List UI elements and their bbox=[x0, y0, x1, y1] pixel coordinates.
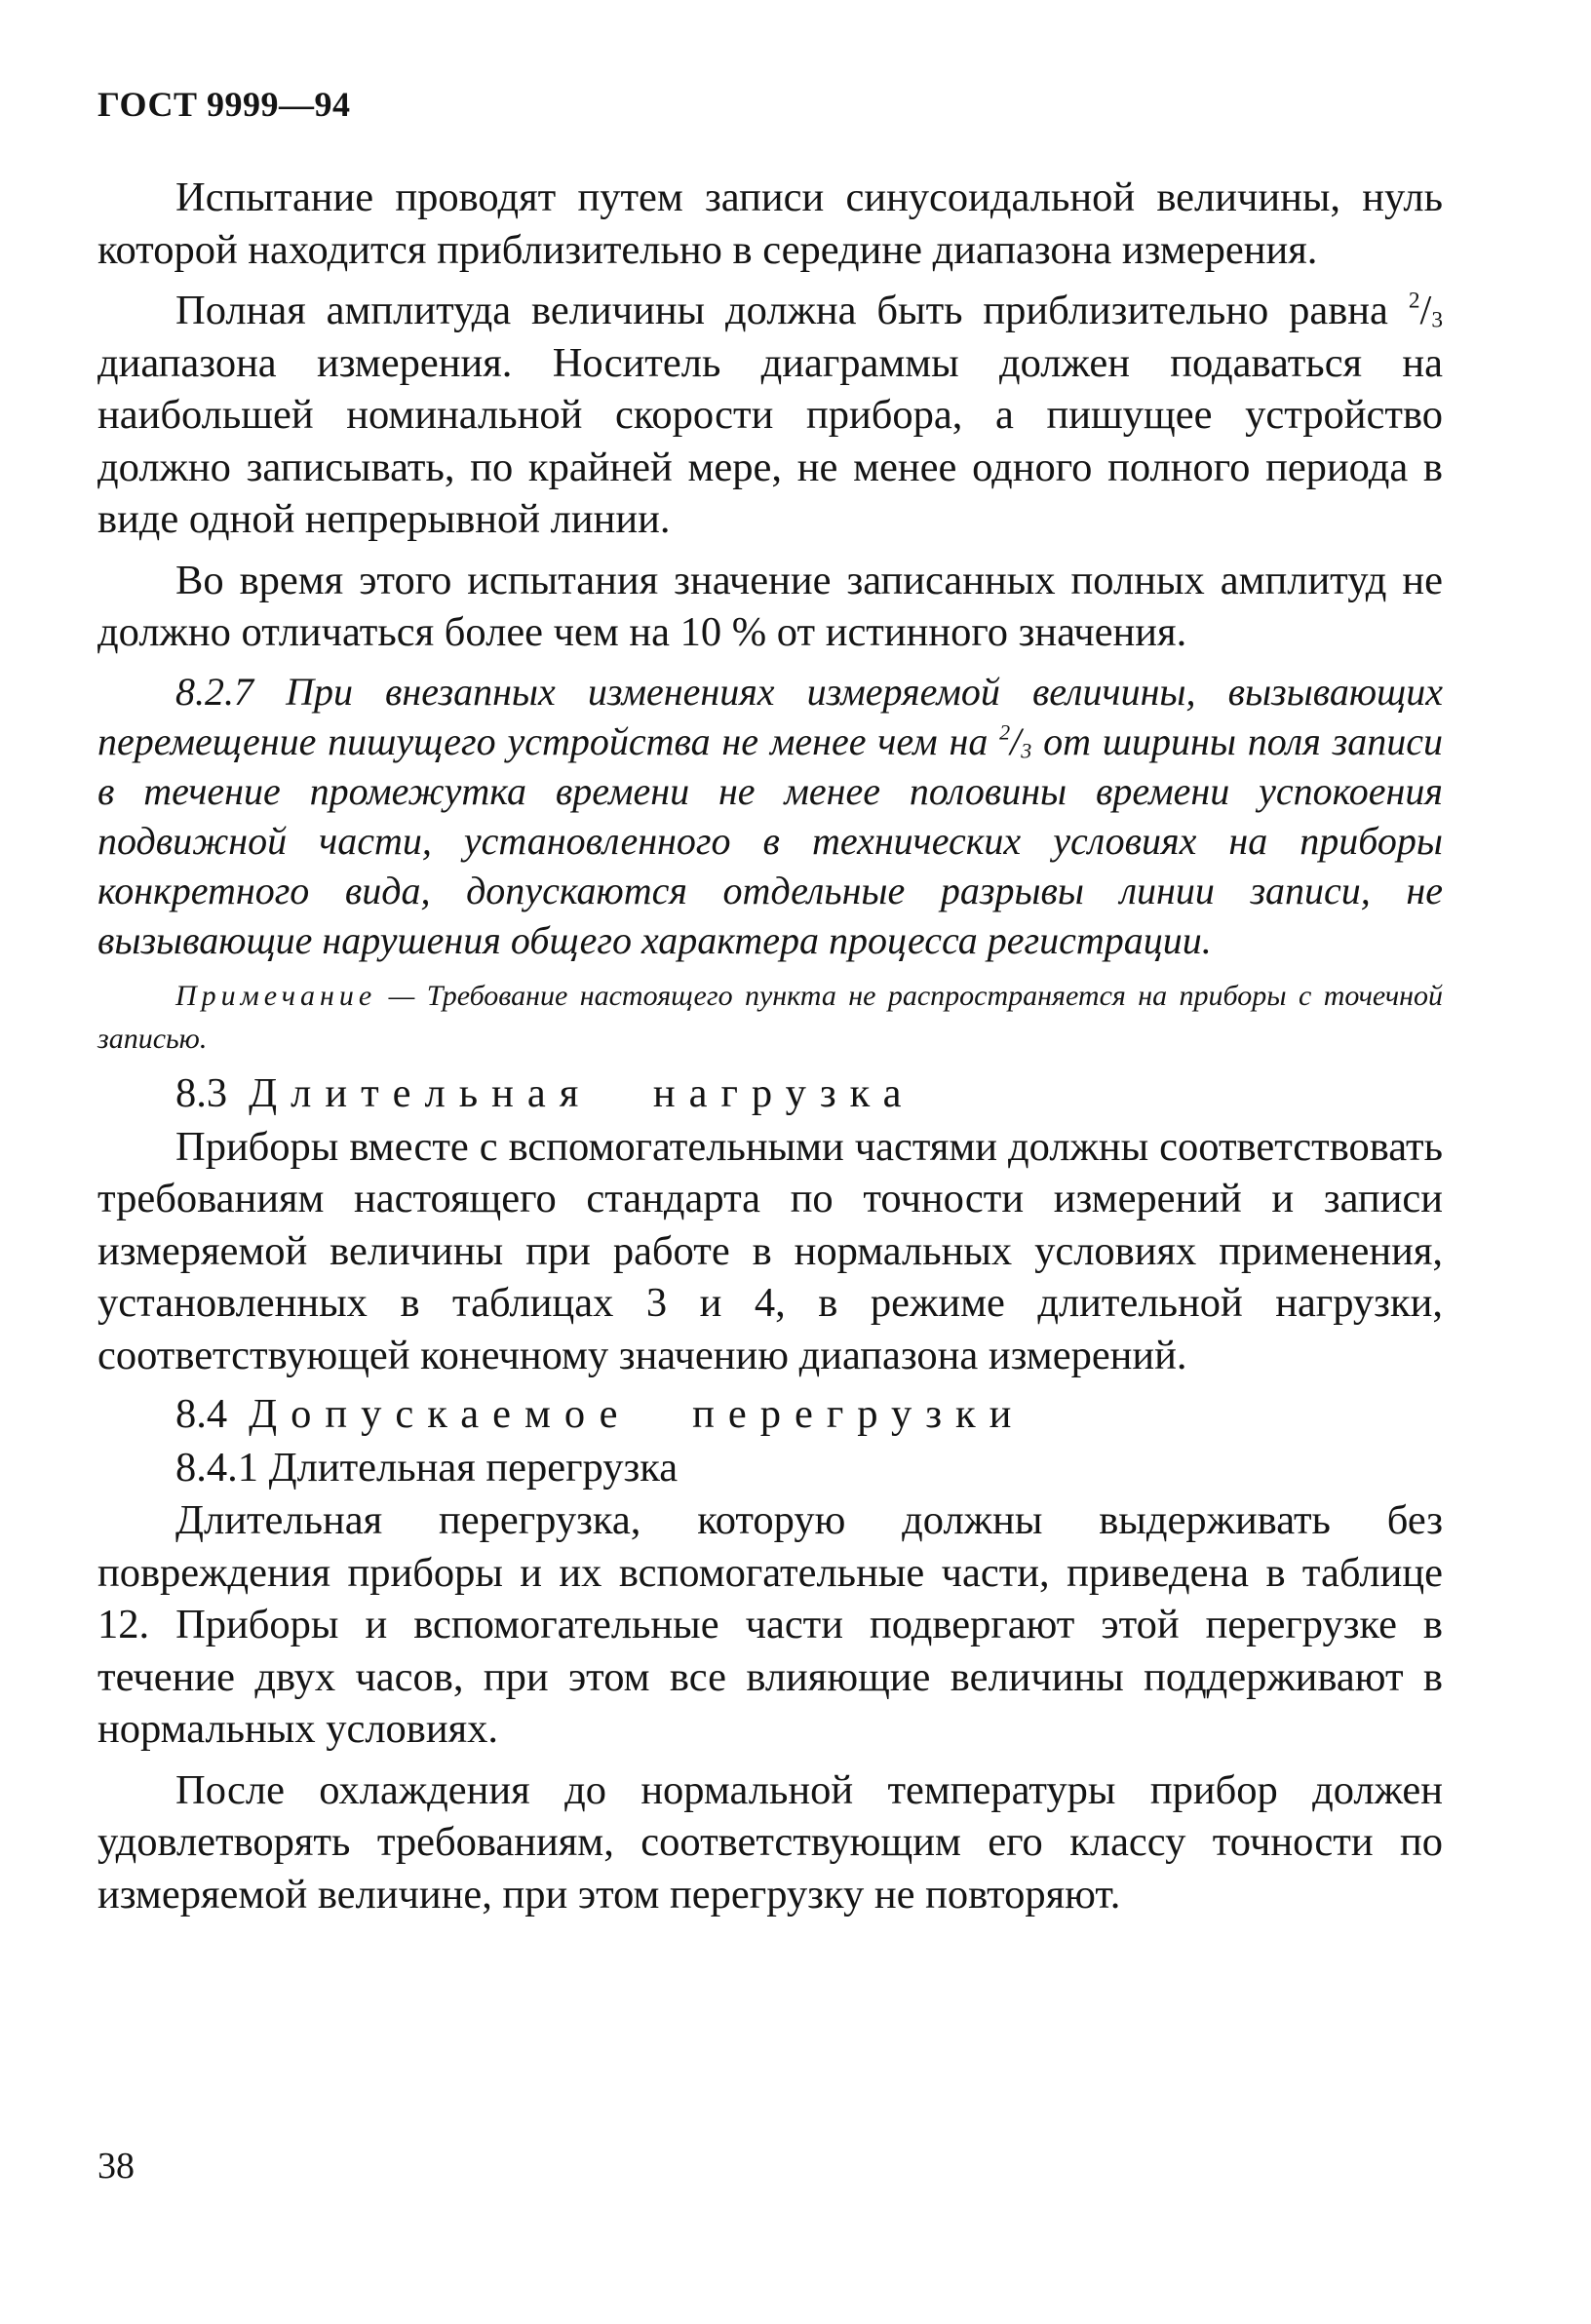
paragraph-long-overload: Длительная перегрузка, которую должны выдерживать без повреждения приборы и их вспомогательные части, приведена в таблице 12. Приборы и вспомогательные части подвергают этой перегрузке в течение двух часов, при этом все влияющие величины поддерживают в нормальных условиях. bbox=[97, 1497, 1443, 1752]
section-title-8-3: Длительная нагрузка bbox=[249, 1069, 915, 1116]
document-page bbox=[97, 0, 1443, 2324]
fraction-numerator: 2 bbox=[1408, 288, 1420, 314]
note-text: — Требование настоящего пункта не распространяется на приборы с точечной записью. bbox=[97, 979, 1444, 1055]
fraction-denominator: 3 bbox=[1431, 307, 1444, 333]
paragraph-after-cooling: После охлаждения до нормальной температуры прибор должен удовлетворять требованиям, соответствующим его классу точности по измеряемой величине, при этом перегрузку не повторяют. bbox=[97, 1766, 1443, 1917]
clause-8-2-7 bbox=[97, 667, 1443, 965]
paragraph-amplitude-deviation: Во время этого испытания значение записанных полных амплитуд не должно отличаться более чем на 10 % от истинного значения. bbox=[97, 557, 1443, 655]
section-number-8-4: 8.4 bbox=[175, 1391, 228, 1437]
clause-8-2-7-start: 8.2.7 При внезапных изменениях измеряемой величины, вызывающих перемещение пишущего устройства не менее чем на bbox=[97, 669, 1443, 763]
fraction-slash: / bbox=[1419, 288, 1432, 333]
fraction-two-thirds bbox=[1409, 288, 1443, 333]
section-heading-8-3 bbox=[97, 1066, 1443, 1121]
section-title-8-4: Допускаемое перегрузки bbox=[249, 1391, 1026, 1437]
fraction-denominator: 3 bbox=[1021, 737, 1032, 762]
fraction-two-thirds-clause bbox=[999, 719, 1031, 763]
page-number: 38 bbox=[97, 2146, 135, 2187]
section-number-8-3: 8.3 bbox=[175, 1069, 228, 1116]
paragraph-amplitude-end: диапазона измерения. Носитель диаграммы должен подаваться на наибольшей номинальной скорости прибора, а пишущее устройство должно записывать, по крайней мере, не менее одного полного периода в виде одной непрерывной линии. bbox=[97, 339, 1443, 542]
clause-8-2-7-end: от ширины поля записи в течение промежутка времени не менее половины времени успокоения подвижной части, установленного в технических условиях на приборы конкретного вида, допускаются отдельные разрывы линии записи, не вызывающие нарушения общего характера процесса регистрации. bbox=[97, 718, 1444, 962]
note-label: Примечание bbox=[175, 979, 377, 1012]
paragraph-amplitude bbox=[97, 285, 1443, 546]
document-header: ГОСТ 9999—94 bbox=[97, 85, 351, 124]
paragraph-long-load: Приборы вместе с вспомогательными частями должны соответствовать требованиям настоящего стандарта по точности измерений и записи измеряемой величины при работе в нормальных условиях применения, установленных в таблицах 3 и 4, в режиме длительной нагрузки, соответствующей конечному значению диапазона измерений. bbox=[97, 1123, 1443, 1378]
note bbox=[97, 975, 1443, 1061]
paragraph-amplitude-start: Полная амплитуда величины должна быть приблизительно равна bbox=[175, 288, 1388, 333]
subsection-heading-8-4-1: 8.4.1 Длительная перегрузка bbox=[175, 1445, 679, 1491]
fraction-slash: / bbox=[1010, 718, 1022, 763]
paragraph-sine-test: Испытание проводят путем записи синусоидальной величины, нуль которой находится приблизительно в середине диапазона измерения. bbox=[97, 174, 1443, 273]
fraction-numerator: 2 bbox=[999, 719, 1011, 745]
document-body bbox=[97, 172, 1443, 1920]
section-heading-8-4 bbox=[97, 1387, 1443, 1442]
